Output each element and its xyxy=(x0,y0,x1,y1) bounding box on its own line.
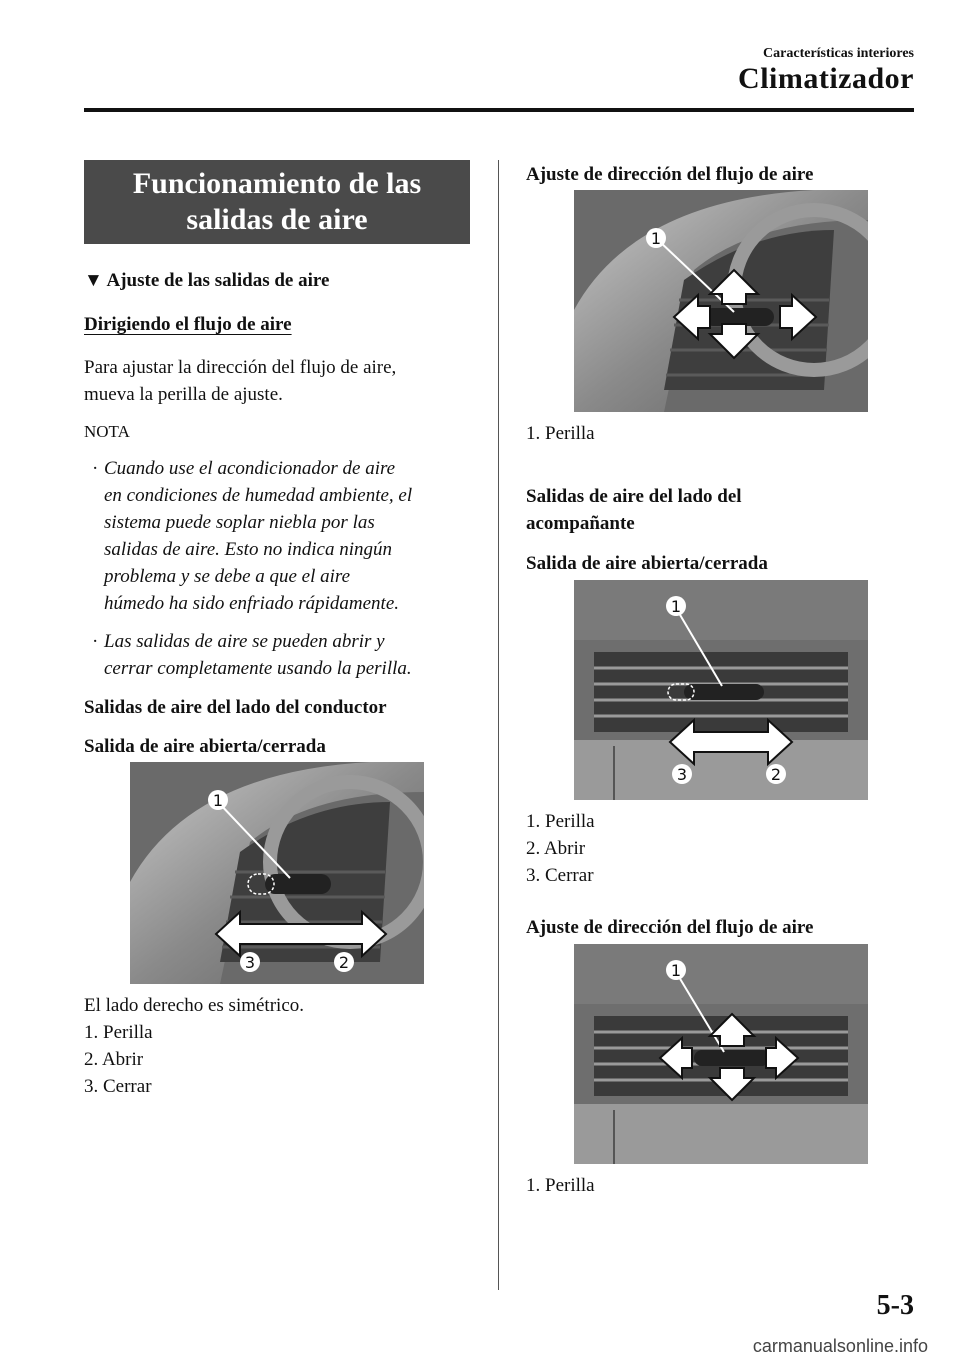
note-line: sistema puede soplar niebla por las xyxy=(104,512,375,533)
list-item: 2. Abrir xyxy=(526,838,586,859)
symmetry-text: El lado derecho es simétrico. xyxy=(84,995,305,1016)
svg-text:1: 1 xyxy=(212,791,224,810)
callout-1 xyxy=(666,960,686,980)
svg-text:2: 2 xyxy=(770,765,782,784)
figure-driver-vent-open-close xyxy=(130,762,424,984)
svg-text:3: 3 xyxy=(244,953,256,972)
watermark: carmanualsonline.info xyxy=(752,1336,928,1356)
note-line: Cuando use el acondicionador de aire xyxy=(104,458,396,479)
callout-1 xyxy=(666,596,686,616)
note-item-2 xyxy=(92,628,484,682)
bullet: · xyxy=(92,631,99,652)
note-label: NOTA xyxy=(84,422,130,441)
direction-heading-passenger: Ajuste de dirección del flujo de aire xyxy=(526,917,814,938)
header-rule xyxy=(84,108,914,112)
svg-text:1: 1 xyxy=(670,597,682,616)
callout-1 xyxy=(208,790,228,810)
section-label: Características interiores xyxy=(763,46,914,61)
legend-driver xyxy=(84,1019,153,1100)
svg-text:1: 1 xyxy=(650,229,662,248)
section-heading: ▼ Ajuste de las salidas de aire xyxy=(84,270,330,291)
banner-line-2: salidas de aire xyxy=(186,203,368,236)
driver-heading: Salidas de aire del lado del conductor xyxy=(84,697,387,718)
list-item: 3. Cerrar xyxy=(84,1076,152,1097)
callout-2 xyxy=(766,764,786,784)
callout-3 xyxy=(672,764,692,784)
open-close-heading-passenger: Salida de aire abierta/cerrada xyxy=(526,553,768,574)
passenger-heading-line-2: acompañante xyxy=(526,513,635,534)
note-line: salidas de aire. Esto no indica ningún xyxy=(104,539,392,560)
note-line: húmedo ha sido enfriado rápidamente. xyxy=(104,593,400,614)
para-line-1: Para ajustar la dirección del flujo de aire, xyxy=(84,357,397,378)
svg-text:1: 1 xyxy=(670,961,682,980)
note-item-1 xyxy=(92,455,484,617)
note-line: en condiciones de humedad ambiente, el xyxy=(104,485,413,506)
callout-1 xyxy=(646,228,666,248)
legend-passenger xyxy=(526,808,595,889)
callout-2 xyxy=(334,952,354,972)
passenger-heading-line-1: Salidas de aire del lado del xyxy=(526,486,742,507)
figure-passenger-direction xyxy=(574,944,868,1164)
list-item: 1. Perilla xyxy=(526,423,595,444)
subheading-directing: Dirigiendo el flujo de aire xyxy=(84,314,292,335)
list-item: 1. Perilla xyxy=(526,1175,595,1196)
chapter-title: Climatizador xyxy=(738,62,914,95)
legend-driver-direction xyxy=(526,420,595,447)
svg-text:3: 3 xyxy=(676,765,688,784)
figure-driver-direction xyxy=(574,190,868,412)
direction-heading-driver: Ajuste de dirección del flujo de aire xyxy=(526,164,814,185)
para-line-2: mueva la perilla de ajuste. xyxy=(84,384,283,405)
banner-line-1: Funcionamiento de las xyxy=(132,167,422,200)
note-line: Las salidas de aire se pueden abrir y xyxy=(104,631,385,652)
svg-text:2: 2 xyxy=(338,953,350,972)
callout-3 xyxy=(240,952,260,972)
figure-passenger-vent-open-close xyxy=(574,580,868,800)
bullet: · xyxy=(92,458,99,479)
column-divider xyxy=(498,160,499,1290)
page-number: 5-3 xyxy=(876,1290,914,1321)
list-item: 1. Perilla xyxy=(84,1022,153,1043)
list-item: 3. Cerrar xyxy=(526,865,594,886)
legend-passenger-direction xyxy=(526,1172,595,1199)
list-item: 2. Abrir xyxy=(84,1049,144,1070)
list-item: 1. Perilla xyxy=(526,811,595,832)
open-close-heading-driver: Salida de aire abierta/cerrada xyxy=(84,736,326,757)
section-banner xyxy=(84,160,470,244)
note-line: cerrar completamente usando la perilla. xyxy=(104,658,412,679)
note-line: problema y se debe a que el aire xyxy=(104,566,351,587)
